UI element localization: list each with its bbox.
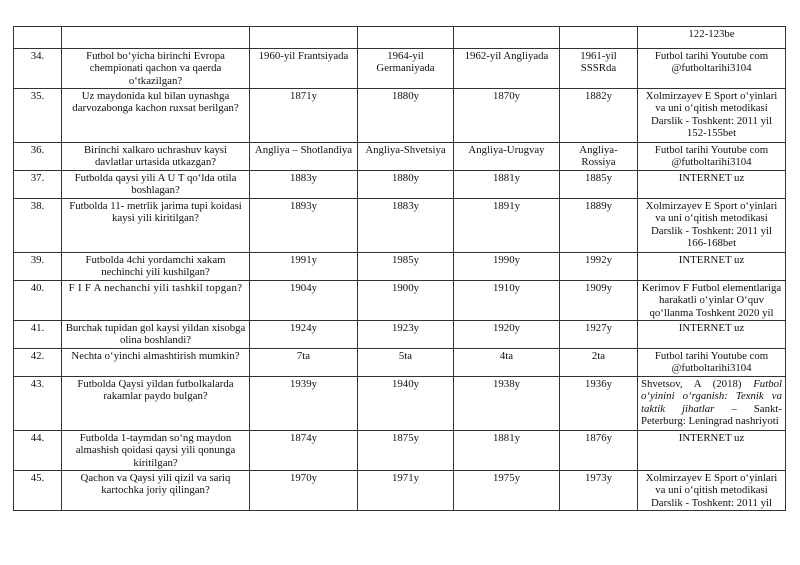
answer-b-cell: Angliya-Shvetsiya [358,143,454,171]
answer-d-cell: 1961-yil SSSRda [560,49,638,89]
source-cell: Futbol tarihi Youtube com @futboltarihi3104 [638,143,786,171]
answer-a-cell: 1871y [250,89,358,143]
answer-d-cell: 1885y [560,171,638,199]
row-number: 42. [14,349,62,377]
row-number: 35. [14,89,62,143]
table-row [14,281,786,321]
answer-a-cell: 1970y [250,471,358,511]
answer-d-cell: 1936y [560,377,638,431]
answer-d-cell [560,27,638,49]
question-cell: Uz maydonida kul bilan uynashga darvozabonga kachon ruxsat berilgan? [62,89,250,143]
table-row [14,171,786,199]
answer-c-cell [454,27,560,49]
answer-c-cell: 1910y [454,281,560,321]
answer-d-cell: 1876y [560,431,638,471]
answer-d-cell: 2ta [560,349,638,377]
row-number: 43. [14,377,62,431]
row-number: 37. [14,171,62,199]
row-number: 41. [14,321,62,349]
answer-c-cell: 1870y [454,89,560,143]
source-cell: INTERNET uz [638,253,786,281]
row-number: 44. [14,431,62,471]
row-number: 38. [14,199,62,253]
answer-b-cell: 1883y [358,199,454,253]
answer-c-cell: Angliya-Urugvay [454,143,560,171]
source-author: Shvetsov, A (2018) [641,378,754,390]
source-book-title: Futbol o‘yinini o‘rganish: Texnik va taktik jihatlar [641,378,782,415]
source-cell [638,377,786,431]
question-cell: Futbolda qaysi yili A U T qo‘lda otila boshlagan? [62,171,250,199]
question-cell: Futbolda Qaysi yildan futbolkalarda rakamlar paydo bulgan? [62,377,250,431]
answer-a-cell: 1939y [250,377,358,431]
source-cell: Xolmirzayev E Sport o‘yinlari va uni o‘qitish metodikasi Darslik - Toshkent: 2011 yil 152-155bet [638,89,786,143]
answer-b-cell: 1880y [358,171,454,199]
table-row [14,143,786,171]
answer-b-cell: 1900y [358,281,454,321]
answer-c-cell: 1891y [454,199,560,253]
answer-b-cell: 1971y [358,471,454,511]
answer-a-cell: 1991y [250,253,358,281]
answer-b-cell: 5ta [358,349,454,377]
source-cell: Futbol tarihi Youtube com @futboltarihi3104 [638,349,786,377]
question-cell: Futbolda 4chi yordamchi xakam nechinchi yili kushilgan? [62,253,250,281]
table-row [14,471,786,511]
answer-c-cell: 1881y [454,171,560,199]
question-cell: Qachon va Qaysi yili qizil va sariq kartochka joriy qilingan? [62,471,250,511]
question-cell: Futbolda 11- metrlik jarima tupi koidasi kaysi yili kiritilgan? [62,199,250,253]
table-row [14,431,786,471]
question-cell: F I F A nechanchi yili tashkil topgan? [62,281,250,321]
table-row [14,89,786,143]
answer-a-cell [250,27,358,49]
answer-c-cell: 1990y [454,253,560,281]
source-cell: Xolmirzayev E Sport o‘yinlari va uni o‘qitish metodikasi Darslik - Toshkent: 2011 yil [638,471,786,511]
row-number: 39. [14,253,62,281]
answer-c-cell: 1938y [454,377,560,431]
row-number: 34. [14,49,62,89]
answer-a-cell: 7ta [250,349,358,377]
answer-b-cell: 1964-yil Germaniyada [358,49,454,89]
table-row [14,27,786,49]
answer-a-cell: 1924y [250,321,358,349]
answer-a-cell: 1874y [250,431,358,471]
answer-a-cell: Angliya – Shotlandiya [250,143,358,171]
table-row [14,199,786,253]
row-number [14,27,62,49]
row-number: 36. [14,143,62,171]
answer-b-cell: 1940y [358,377,454,431]
question-cell: Birinchi xalkaro uchrashuv kaysi davlatlar urtasida utkazgan? [62,143,250,171]
answer-a-cell: 1893y [250,199,358,253]
source-cell: 122-123be [638,27,786,49]
answer-b-cell: 1985y [358,253,454,281]
question-cell: Futbolda 1-taymdan so‘ng maydon almashish qoidasi qaysi yili qonunga kiritilgan? [62,431,250,471]
table-row [14,253,786,281]
source-cell: Futbol tarihi Youtube com @futboltarihi3104 [638,49,786,89]
answer-c-cell: 1881y [454,431,560,471]
question-cell: Nechta o‘yinchi almashtirish mumkin? [62,349,250,377]
answer-c-cell: 4ta [454,349,560,377]
answer-d-cell: Angliya-Rossiya [560,143,638,171]
question-cell: Burchak tupidan gol kaysi yildan xisobga olina boshlandi? [62,321,250,349]
answer-a-cell: 1883y [250,171,358,199]
answer-a-cell: 1904y [250,281,358,321]
source-cell: INTERNET uz [638,321,786,349]
answer-b-cell [358,27,454,49]
question-cell: Futbol bo‘yicha birinchi Evropa chempionati qachon va qaerda o‘tkazilgan? [62,49,250,89]
question-cell [62,27,250,49]
answer-d-cell: 1909y [560,281,638,321]
answer-b-cell: 1923y [358,321,454,349]
source-cell: INTERNET uz [638,431,786,471]
answer-b-cell: 1880y [358,89,454,143]
answer-d-cell: 1882y [560,89,638,143]
answer-a-cell: 1960-yil Frantsiyada [250,49,358,89]
answer-b-cell: 1875y [358,431,454,471]
answer-d-cell: 1992y [560,253,638,281]
row-number: 45. [14,471,62,511]
table-row [14,377,786,431]
table-row [14,349,786,377]
table-row [14,49,786,89]
answer-d-cell: 1889y [560,199,638,253]
source-publisher: – Sankt-Peterburg: Leningrad nashriyoti [641,402,782,428]
answer-d-cell: 1973y [560,471,638,511]
answer-c-cell: 1975y [454,471,560,511]
source-cell: Xolmirzayev E Sport o‘yinlari va uni o‘qitish metodikasi Darslik - Toshkent: 2011 yil 166-168bet [638,199,786,253]
source-cell: Kerimov F Futbol elementlariga harakatli o‘yinlar O‘quv qo‘llanma Toshkent 2020 yil [638,281,786,321]
answer-c-cell: 1920y [454,321,560,349]
quiz-table [13,26,786,511]
answer-c-cell: 1962-yil Angliyada [454,49,560,89]
table-row [14,321,786,349]
source-cell: INTERNET uz [638,171,786,199]
row-number: 40. [14,281,62,321]
answer-d-cell: 1927y [560,321,638,349]
